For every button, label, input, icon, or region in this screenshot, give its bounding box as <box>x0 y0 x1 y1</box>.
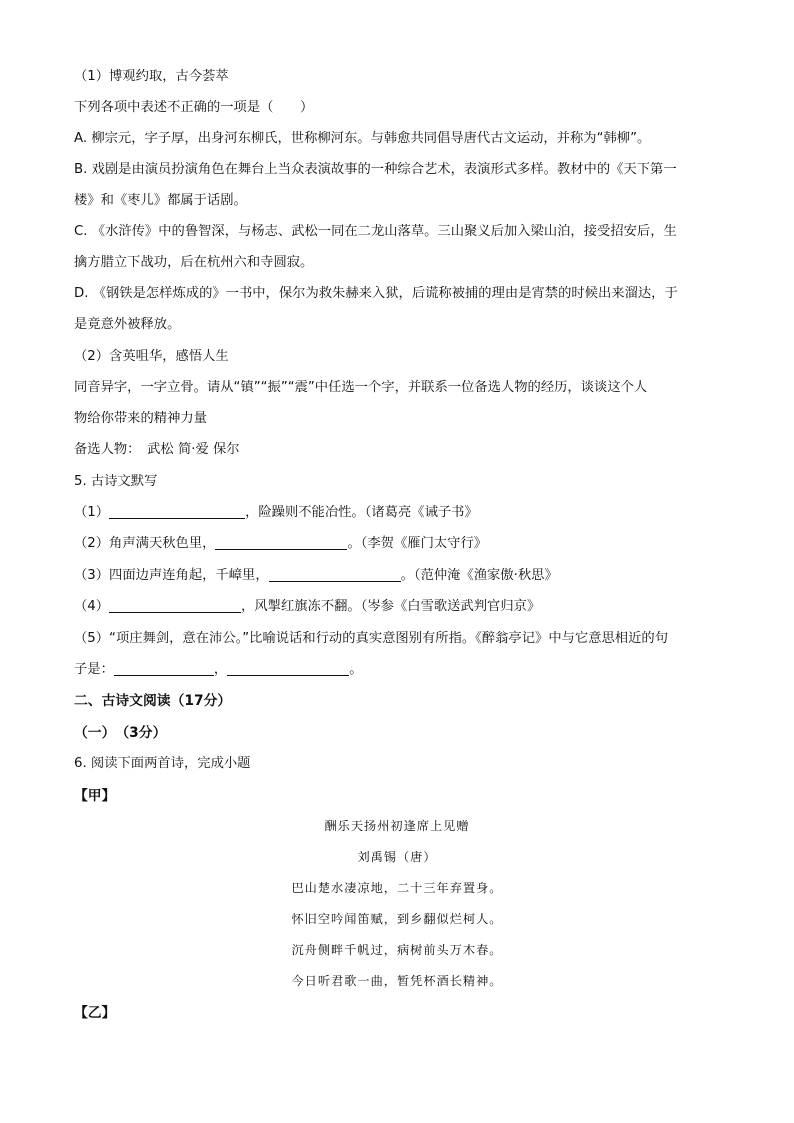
poem-jia-label: 【甲】 <box>74 788 116 804</box>
q4-2-heading: （2）含英咀华，感悟人生 <box>74 349 229 364</box>
answer-blank-3[interactable] <box>269 567 401 582</box>
candidate-list: 备选人物： 武松 简·爱 保尔 <box>74 442 240 457</box>
q4-1-prompt: 下列各项中表述不正确的一项是（ ） <box>74 100 314 115</box>
poem-title: 酬乐天扬州初逢席上见赠 <box>324 819 470 833</box>
q5-title: 5. 古诗文默写 <box>74 474 158 489</box>
poem-line-3: 沉舟侧畔千帆过，病树前头万木春。 <box>291 943 503 957</box>
answer-blank-4[interactable] <box>109 598 241 613</box>
answer-blank-5a[interactable] <box>114 661 214 676</box>
dictation-3-source: 。（范仲淹《渔家傲·秋思》 <box>400 568 558 583</box>
q4-2-prompt-line-2: 物给你带来的精神力量 <box>74 411 207 426</box>
dictation-4-label: （4） <box>74 599 110 614</box>
dictation-line-2 <box>74 535 724 553</box>
dictation-line-1 <box>74 504 724 522</box>
dictation-2-source: 。（李贺《雁门太守行》 <box>347 536 488 551</box>
option-b-line-2: 楼》和《枣儿》都属于话剧。 <box>74 193 247 208</box>
dictation-5-prefix: 子是： <box>74 662 114 677</box>
q6-prompt: 6. 阅读下面两首诗，完成小题 <box>74 756 251 771</box>
poem-yi-label: 【乙】 <box>74 1005 116 1021</box>
option-c-line-1: C. 《水浒传》中的鲁智深，与杨志、武松一同在二龙山落草。三山聚义后加入梁山泊，接受招安后，生 <box>74 224 677 239</box>
answer-blank-1[interactable] <box>109 504 245 519</box>
dictation-5-comma: ， <box>213 662 228 677</box>
dictation-line-3 <box>74 567 724 585</box>
dictation-line-4 <box>74 598 724 616</box>
poem-line-1: 巴山楚水凄凉地，二十三年弃置身。 <box>291 881 503 895</box>
section-2-title: 二、古诗文阅读（17分） <box>74 693 232 709</box>
dictation-1-text: ，险躁则不能冶性。（诸葛亮《诫子书》 <box>245 505 478 520</box>
dictation-5-end: 。 <box>349 662 363 677</box>
poem-author: 刘禹锡（唐） <box>357 850 437 864</box>
section-2-subtitle: （一） （3分） <box>74 725 167 741</box>
option-c-line-2: 擒方腊立下战功，后在杭州六和寺圆寂。 <box>74 255 314 270</box>
dictation-line-5-cont <box>74 661 724 679</box>
dictation-3-text: （3）四面边声连角起，千嶂里， <box>74 568 269 583</box>
dictation-2-text: （2）角声满天秋色里， <box>74 536 216 551</box>
q4-1-heading: （1）博观约取，古今荟萃 <box>74 69 229 84</box>
q4-2-prompt-line-1: 同音异字，一字立骨。请从“镇”“振”“震”中任选一个字，并联系一位备选人物的经历，谈谈这个人 <box>74 380 648 395</box>
dictation-4-text: ，风掣红旗冻不翻。（岑参《白雪歌送武判官归京》 <box>241 599 541 614</box>
answer-blank-5b[interactable] <box>227 661 349 676</box>
option-b-line-1: B. 戏剧是由演员扮演角色在舞台上当众表演故事的一种综合艺术，表演形式多样。教材中的《天下第一 <box>74 162 677 177</box>
option-d-line-1: D. 《钢铁是怎样炼成的》一书中，保尔为救朱赫来入狱，后谎称被捕的理由是宵禁的时候出来溜达，于 <box>74 286 678 301</box>
dictation-1-label: （1） <box>74 505 110 520</box>
option-d-line-2: 是竟意外被释放。 <box>74 317 181 332</box>
answer-blank-2[interactable] <box>215 535 347 550</box>
poem-line-4: 今日听君歌一曲，暂凭杯酒长精神。 <box>291 974 503 988</box>
dictation-line-5: （5）“项庄舞剑，意在沛公。”比喻说话和行动的真实意图别有所指。《醉翁亭记》中与它意思相近的句 <box>74 631 668 646</box>
option-a: A. 柳宗元，字子厚，出身河东柳氏，世称柳河东。与韩愈共同倡导唐代古文运动，并称为“韩柳”。 <box>74 131 651 146</box>
poem-line-2: 怀旧空吟闻笛赋，到乡翻似烂柯人。 <box>291 912 503 926</box>
